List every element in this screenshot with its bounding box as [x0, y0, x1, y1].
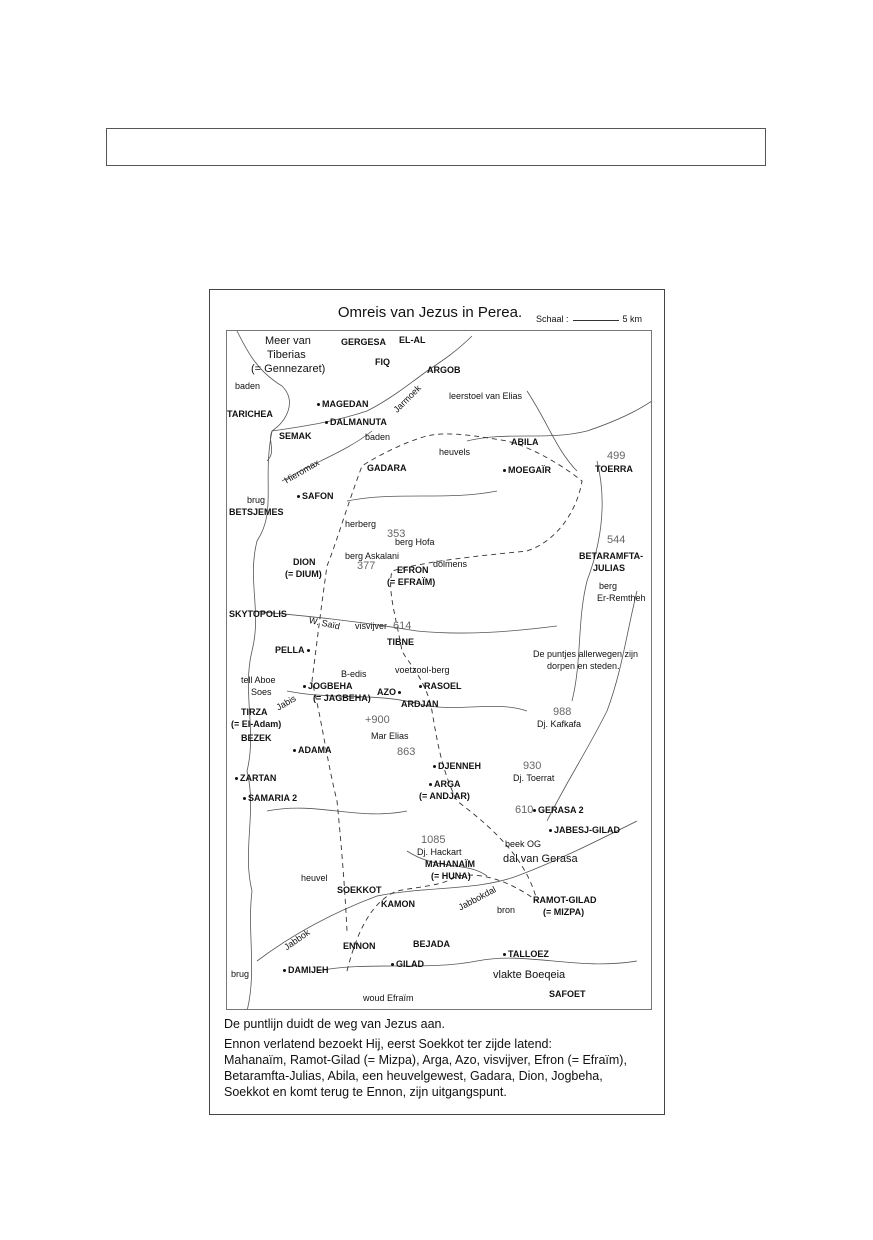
elevation-988: 988	[553, 706, 572, 718]
feature-dj-hackart: Dj. Hackart	[417, 847, 462, 857]
elevation-353: 353	[387, 528, 406, 540]
scale-label: Schaal :	[536, 314, 569, 324]
caption-line-5: Soekkot en komt terug te Ennon, zijn uitgangspunt.	[224, 1085, 507, 1099]
feature-berg-hofa: berg Hofa	[395, 537, 435, 547]
feature-soes: Soes	[251, 687, 272, 697]
feature-note-2: dorpen en steden.	[547, 661, 620, 671]
feature-berg-er-2: Er-Remtheh	[597, 593, 646, 603]
feature-dolmens: dolmens	[433, 559, 468, 569]
place-betaramfta-2: JULIAS	[593, 563, 626, 573]
place-moegair: MOEGAÏR	[503, 465, 551, 475]
place-arga: ARGA	[429, 779, 461, 789]
feature-note-1: De puntjes allerwegen zijn	[533, 649, 639, 659]
place-efron: EFRON	[397, 565, 429, 575]
caption-line-1: De puntlijn duidt de weg van Jezus aan.	[224, 1017, 445, 1031]
place-mahanaim-alt: (= HUNA)	[431, 871, 471, 881]
map-figure	[209, 289, 665, 1115]
place-soekkot: SOEKKOT	[337, 885, 382, 895]
elevation-863: 863	[397, 746, 416, 758]
place-betaramfta: BETARAMFTA-	[579, 551, 644, 561]
elevation-900: +900	[365, 714, 390, 726]
scale-distance: 5 km	[622, 314, 643, 324]
scale-line	[573, 318, 619, 321]
feature-heuvel: heuvel	[301, 873, 328, 883]
elevation-610: 610	[515, 804, 534, 816]
place-magedan: MAGEDAN	[317, 399, 369, 409]
caption-line-3: Mahanaïm, Ramot-Gilad (= Mizpa), Arga, Azo, visvijver, Efron (= Efraïm),	[224, 1053, 627, 1067]
place-djenneh: DJENNEH	[433, 761, 481, 771]
place-azo: AZO	[377, 687, 403, 697]
place-damijeh: DAMIJEH	[283, 965, 329, 975]
place-mahanaim: MAHANAÏM	[425, 859, 475, 869]
place-gerasa: GERASA 2	[533, 805, 584, 815]
feature-w-said: W. Saïd	[307, 615, 341, 632]
place-dalmanuta: DALMANUTA	[325, 417, 387, 427]
place-jogbeha-alt: (= JAGBEHA)	[313, 693, 371, 703]
feature-leerstoel: leerstoel van Elias	[449, 391, 523, 401]
place-ramot-alt: (= MIZPA)	[543, 907, 585, 917]
feature-jabbok: Jabbok	[282, 927, 312, 953]
place-arga-alt: (= ANDJAR)	[419, 791, 470, 801]
elevation-1085: 1085	[421, 834, 446, 846]
place-jabesj: JABESJ-GILAD	[549, 825, 620, 835]
place-fiq: FIQ	[375, 357, 390, 367]
sea-label-2: Tiberias	[267, 349, 306, 361]
place-ennon: ENNON	[343, 941, 376, 951]
place-ardjan: ARDJAN	[401, 699, 439, 709]
place-efron-alt: (= EFRAÏM)	[387, 577, 436, 587]
place-gergesa: GERGESA	[341, 337, 387, 347]
place-skytopolis: SKYTOPOLIS	[229, 609, 287, 619]
elevation-499: 499	[607, 450, 626, 462]
feature-jabbokdal: Jabbokdal	[456, 884, 498, 913]
map-area	[226, 330, 652, 1010]
stream-2	[347, 491, 497, 501]
feature-jarmoek: Jarmoek	[391, 383, 423, 415]
feature-heuvels: heuvels	[439, 447, 471, 457]
sea-label-1: Meer van	[265, 335, 311, 347]
feature-mar-elias: Mar Elias	[371, 731, 409, 741]
place-gilad: GILAD	[391, 959, 424, 969]
place-kamon: KAMON	[381, 899, 415, 909]
stream-1	[467, 401, 652, 441]
place-argob: ARGOB	[427, 365, 461, 375]
place-talloez: TALLOEZ	[503, 949, 549, 959]
elevation-377: 377	[357, 560, 376, 572]
feature-woud: woud Efraïm	[363, 993, 414, 1003]
stream-4	[267, 808, 407, 814]
feature-baden-1: baden	[235, 381, 261, 391]
place-tibne: TIBNE	[387, 637, 414, 647]
place-adama: ADAMA	[293, 745, 332, 755]
feature-jabis: Jabis	[274, 693, 298, 713]
stream-6	[527, 391, 577, 471]
place-bejada: BEJADA	[413, 939, 451, 949]
place-tirza-alt: (= El-Adam)	[231, 719, 282, 729]
place-bezek: BEZEK	[241, 733, 272, 743]
place-zartan: ZARTAN	[235, 773, 276, 783]
feature-beek-og: beek OG	[505, 839, 542, 849]
place-semak: SEMAK	[279, 431, 312, 441]
feature-brug-1: brug	[247, 495, 266, 505]
map-title: Omreis van Jezus in Perea.	[337, 304, 523, 321]
caption-line-4: Betaramfta-Julias, Abila, een heuvelgewest, Gadara, Dion, Jogbeha,	[224, 1069, 603, 1083]
place-tirza: TIRZA	[241, 707, 268, 717]
place-gadara: GADARA	[367, 463, 407, 473]
elevation-614: 614	[393, 620, 412, 632]
feature-bron: bron	[497, 905, 516, 915]
place-safon: SAFON	[297, 491, 334, 501]
place-ramot: RAMOT-GILAD	[533, 895, 597, 905]
feature-dj-kafkafa: Dj. Kafkafa	[537, 719, 582, 729]
feature-tell-aboe: tell Aboe	[241, 675, 276, 685]
feature-dj-toerrat: Dj. Toerrat	[513, 773, 555, 783]
place-rasoel: RASOEL	[419, 681, 462, 691]
feature-hieromax: Hieromax	[282, 457, 321, 486]
place-el-al: EL-AL	[399, 335, 426, 345]
place-pella: PELLA	[275, 645, 312, 655]
empty-header-box	[106, 128, 766, 166]
feature-vlakte: vlakte Boeqeia	[493, 969, 566, 981]
feature-visvijver: visvijver	[355, 621, 388, 631]
scale-bar	[536, 314, 656, 324]
place-safoet: SAFOET	[549, 989, 586, 999]
place-tarichea: TARICHEA	[227, 409, 273, 419]
stream-7	[317, 958, 637, 971]
feature-herberg: herberg	[345, 519, 377, 529]
sea-label-3: (= Gennezaret)	[251, 363, 326, 375]
elevation-930: 930	[523, 760, 542, 772]
elevation-544: 544	[607, 534, 626, 546]
caption-line-2: Ennon verlatend bezoekt Hij, eerst Soekkot ter zijde latend:	[224, 1037, 552, 1051]
place-dion-alt: (= DIUM)	[285, 569, 322, 579]
feature-brug-2: brug	[231, 969, 250, 979]
place-abila: ABILA	[511, 437, 539, 447]
place-jogbeha: JOGBEHA	[303, 681, 353, 691]
feature-dal-gerasa: dal van Gerasa	[503, 853, 578, 865]
feature-baden-2: baden	[365, 432, 391, 442]
feature-voetzool: voetzool-berg	[395, 665, 450, 675]
place-samaria: SAMARIA 2	[243, 793, 297, 803]
feature-berg-askalani: berg Askalani	[345, 551, 400, 561]
feature-b-edis: B-edis	[341, 669, 367, 679]
place-betsjemes: BETSJEMES	[229, 507, 284, 517]
place-dion: DION	[293, 557, 316, 567]
place-toerra: TOERRA	[595, 464, 633, 474]
feature-berg-er: berg	[599, 581, 618, 591]
